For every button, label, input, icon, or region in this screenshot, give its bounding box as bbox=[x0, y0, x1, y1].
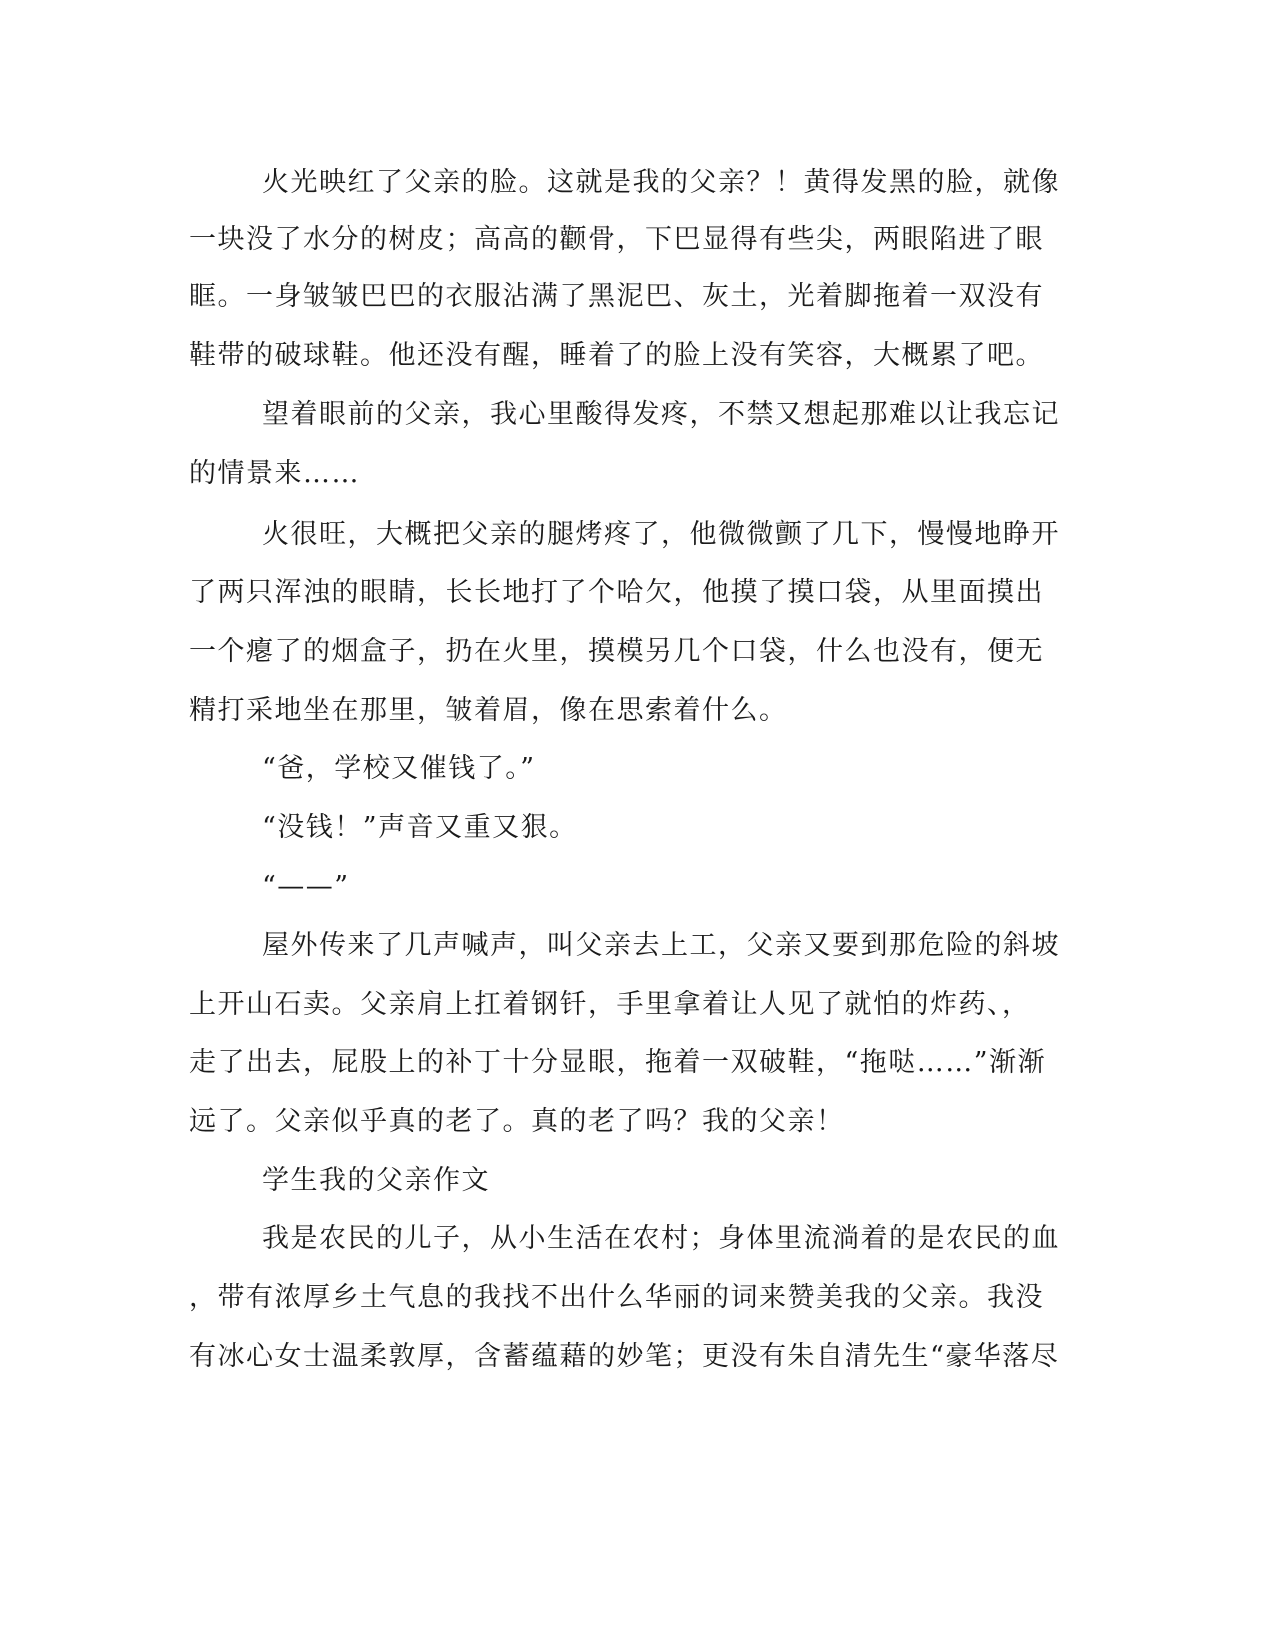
text-line: 的情景来…… bbox=[189, 458, 360, 489]
text-line: 有冰心女士温柔敦厚，含蓄蕴藉的妙笔；更没有朱自清先生“豪华落尽 bbox=[189, 1341, 1060, 1372]
text-line: 火很旺，大概把父亲的腿烤疼了，他微微颤了几下，慢慢地睁开 bbox=[262, 519, 1060, 550]
text-line: 远了。父亲似乎真的老了。真的老了吗？我的父亲！ bbox=[189, 1106, 845, 1137]
text-line: 望着眼前的父亲，我心里酸得发疼，不禁又想起那难以让我忘记 bbox=[262, 399, 1060, 430]
text-line: “爸，学校又催钱了。” bbox=[262, 753, 536, 784]
text-line: 屋外传来了几声喊声，叫父亲去上工，父亲又要到那危险的斜坡 bbox=[262, 930, 1060, 961]
text-line: 眶。一身皱皱巴巴的衣服沾满了黑泥巴、灰土，光着脚拖着一双没有 bbox=[189, 281, 1044, 312]
text-line: ，带有浓厚乡土气息的我找不出什么华丽的词来赞美我的父亲。我没 bbox=[189, 1282, 1044, 1313]
text-line: 鞋带的破球鞋。他还没有醒，睡着了的脸上没有笑容，大概累了吧。 bbox=[189, 340, 1044, 371]
text-line: 精打采地坐在那里，皱着眉，像在思索着什么。 bbox=[189, 695, 788, 726]
text-line: 上开山石卖。父亲肩上扛着钢钎，手里拿着让人见了就怕的炸药、， bbox=[189, 989, 1031, 1020]
text-line: “没钱！”声音又重又狠。 bbox=[262, 812, 578, 843]
text-line: “——” bbox=[262, 871, 350, 902]
text-line: 了两只浑浊的眼睛，长长地打了个哈欠，他摸了摸口袋，从里面摸出 bbox=[189, 577, 1044, 608]
text-line: 走了出去，屁股上的补丁十分显眼，拖着一双破鞋，“拖哒……”渐渐 bbox=[189, 1047, 1047, 1078]
text-line: 火光映红了父亲的脸。这就是我的父亲？！黄得发黑的脸，就像 bbox=[262, 167, 1060, 198]
text-line: 一个瘪了的烟盒子，扔在火里，摸模另几个口袋，什么也没有，便无 bbox=[189, 636, 1044, 667]
text-line: 我是农民的儿子，从小生活在农村；身体里流淌着的是农民的血 bbox=[262, 1223, 1060, 1254]
section-title: 学生我的父亲作文 bbox=[262, 1165, 490, 1196]
text-line: 一块没了水分的树皮；高高的颧骨，下巴显得有些尖，两眼陷进了眼 bbox=[189, 224, 1044, 255]
